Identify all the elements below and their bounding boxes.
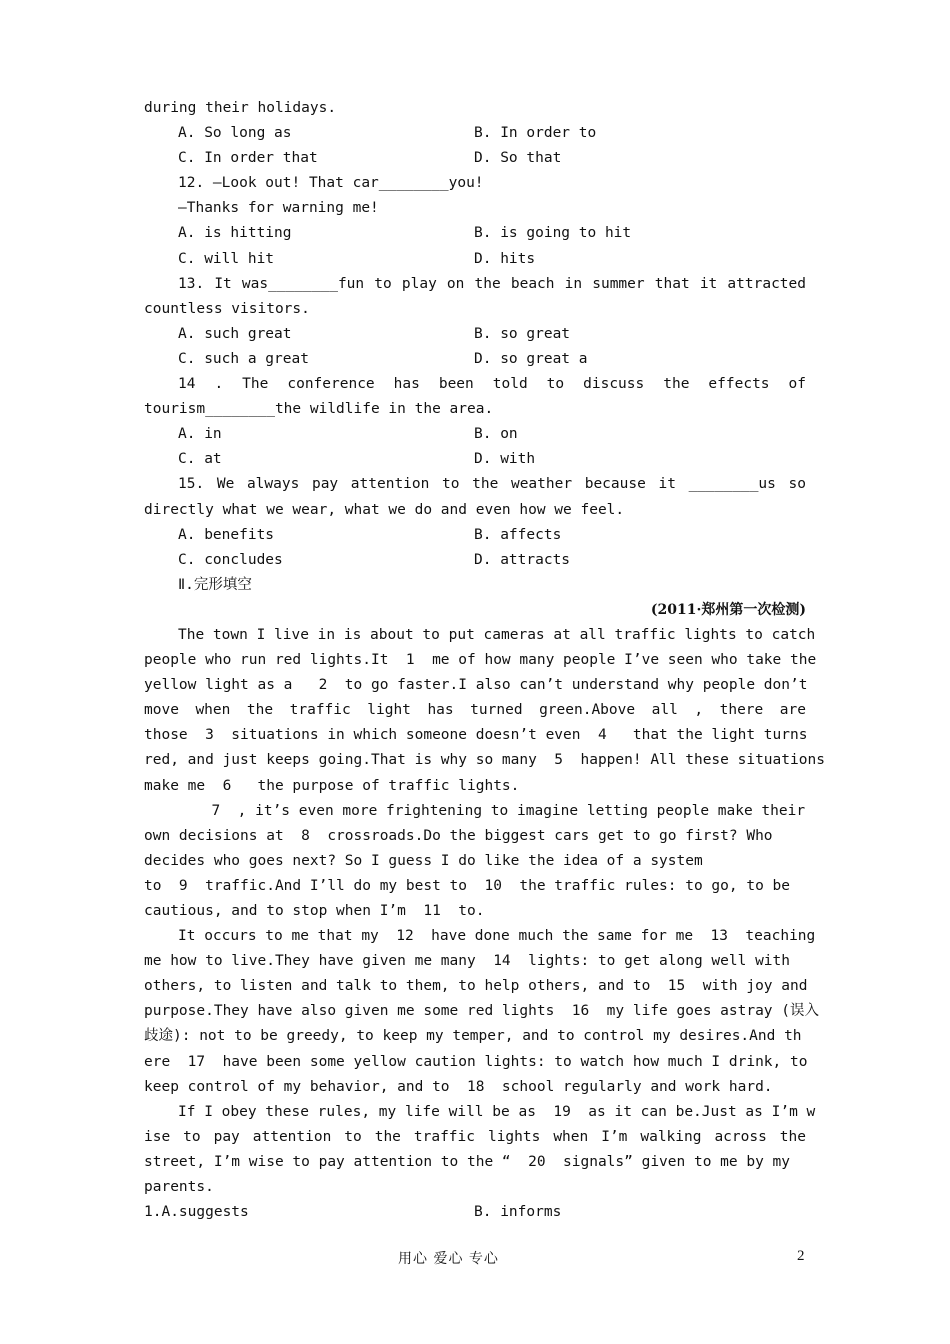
text-line <box>144 1200 806 1225</box>
page-content <box>144 96 825 1225</box>
option-left: A. in <box>178 426 222 443</box>
option-left: C. will hit <box>178 250 275 267</box>
option-right: D. with <box>474 451 536 468</box>
text-line <box>144 447 806 472</box>
text-line: red, and just keeps going.That is why so many 5 happen! All these situations <box>144 752 825 769</box>
option-left: A. benefits <box>178 526 275 543</box>
text-line: directly what we wear, what we do and even how we feel. <box>144 501 625 518</box>
option-left: C. such a great <box>178 350 309 367</box>
text-line: 12. —Look out! That car________you! <box>178 175 484 192</box>
text-line: ise to pay attention to the traffic lights when I’m walking across the <box>144 1128 806 1145</box>
option-left: C. In order that <box>178 150 318 167</box>
option-right: B. affects <box>474 526 562 543</box>
text-line: (2011·郑州第一次检测) <box>650 601 806 618</box>
text-line <box>144 322 806 347</box>
text-line: It occurs to me that my 12 have done much the same for me 13 teaching <box>178 928 816 945</box>
option-right: D. so great a <box>474 350 588 367</box>
text-line: during their holidays. <box>144 100 337 116</box>
text-line <box>144 146 806 171</box>
text-line <box>144 523 806 548</box>
text-line <box>144 548 806 573</box>
text-line: keep control of my behavior, and to 18 school regularly and work hard. <box>144 1078 773 1095</box>
option-left: C. concludes <box>178 551 283 568</box>
text-line: own decisions at 8 crossroads.Do the biggest cars get to go first? Who <box>144 827 773 844</box>
text-line: ere 17 have been some yellow caution lights: to watch how much I drink, to <box>144 1053 808 1070</box>
option-right: D. attracts <box>474 551 571 568</box>
text-line <box>144 221 806 246</box>
text-line <box>144 247 806 272</box>
text-line: move when the traffic light has turned green.Above all , there are <box>144 702 806 719</box>
text-line: those 3 situations in which someone doesn’t even 4 that the light turns <box>144 727 808 744</box>
option-right: B. on <box>474 426 518 443</box>
option-right: B. informs <box>474 1204 562 1221</box>
text-line <box>144 422 806 447</box>
text-line: 歧途): not to be greedy, to keep my temper, and to control my desires.And th <box>144 1028 802 1045</box>
option-left: A. is hitting <box>178 225 292 242</box>
text-line: people who run red lights.It 1 me of how many people I’ve seen who take the <box>144 652 817 669</box>
text-line: The town I live in is about to put cameras at all traffic lights to catch <box>178 626 816 643</box>
text-line: Ⅱ.完形填空 <box>178 576 252 593</box>
text-line: 14 . The conference has been told to discuss the effects of <box>178 376 806 393</box>
option-right: D. So that <box>474 150 562 167</box>
option-left: A. such great <box>178 325 292 342</box>
text-line: If I obey these rules, my life will be as 19 as it can be.Just as I’m w <box>178 1103 816 1120</box>
option-right: B. is going to hit <box>474 225 632 242</box>
option-left: C. at <box>178 451 222 468</box>
option-right: D. hits <box>474 250 536 267</box>
text-line: 15. We always pay attention to the weather because it ________us so <box>178 476 806 493</box>
text-line <box>144 121 806 146</box>
option-left: 1.A.suggests <box>144 1204 249 1221</box>
text-line: tourism________the wildlife in the area. <box>144 401 494 418</box>
option-right: B. so great <box>474 325 571 342</box>
text-line: to 9 traffic.And I’ll do my best to 10 the traffic rules: to go, to be <box>144 877 791 894</box>
text-line: decides who goes next? So I guess I do like the idea of a system <box>144 852 703 869</box>
text-line: make me 6 the purpose of traffic lights. <box>144 777 520 794</box>
page-number: 2 <box>797 1248 805 1264</box>
text-line: —Thanks for warning me! <box>178 200 379 217</box>
option-left: A. So long as <box>178 125 292 142</box>
text-line: cautious, and to stop when I’m 11 to. <box>144 903 485 919</box>
text-line: yellow light as a 2 to go faster.I also can’t understand why people don’t <box>144 677 808 694</box>
text-line: parents. <box>144 1179 214 1196</box>
text-line: purpose.They have also given me some red lights 16 my life goes astray (误入 <box>144 1003 820 1020</box>
text-line: street, I’m wise to pay attention to the “ 20 signals” given to me by my <box>144 1153 791 1170</box>
footer-motto: 用心 爱心 专心 <box>398 1251 499 1267</box>
text-line: 7 , it’s even more frightening to imagine letting people make their <box>194 802 806 819</box>
text-line: others, to listen and talk to them, to help others, and to 15 with joy and <box>144 978 808 995</box>
text-line: 13. It was________fun to play on the beach in summer that it attracted <box>178 275 806 292</box>
text-line: me how to live.They have given me many 14 lights: to get along well with <box>144 953 791 970</box>
option-right: B. In order to <box>474 125 597 142</box>
text-line <box>144 347 806 372</box>
text-line: countless visitors. <box>144 300 310 317</box>
